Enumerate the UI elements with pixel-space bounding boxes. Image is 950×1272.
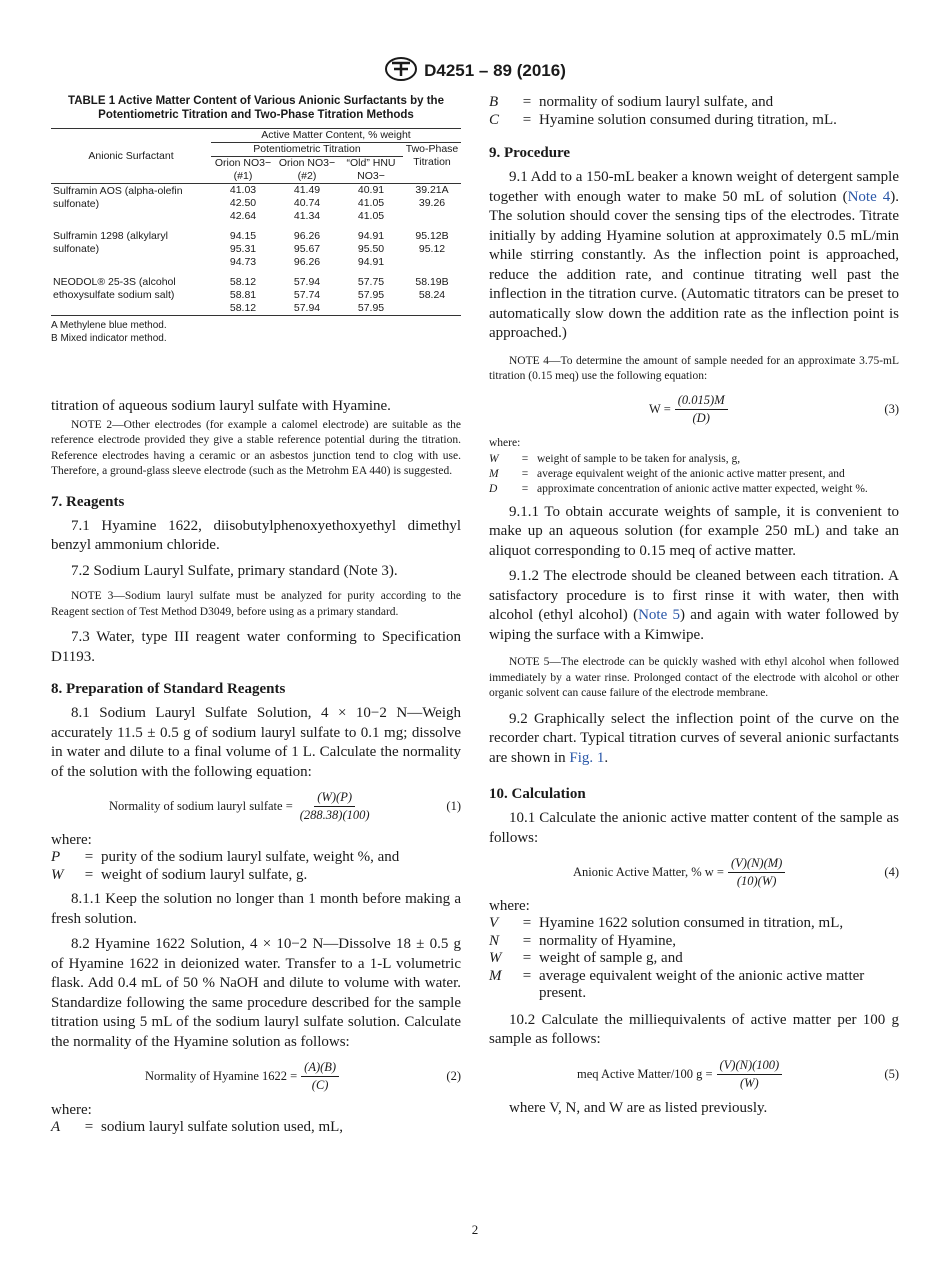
definition-equals: = — [522, 967, 532, 984]
col-orion-1: Orion NO3− (#1) — [211, 157, 275, 184]
definition-symbol: N — [489, 932, 500, 949]
definition-equals: = — [521, 467, 529, 480]
eq3-number: (3) — [884, 401, 899, 416]
two-phase-value: 58.19B — [415, 276, 449, 288]
orion1-value: 95.31 — [229, 243, 257, 255]
section-9-heading: 9. Procedure — [489, 145, 571, 161]
hnu-value: 57.95 — [357, 289, 385, 301]
definition-text: Hyamine 1622 solution consumed in titration, mL, — [539, 915, 844, 931]
table-row — [51, 184, 461, 198]
definition-text: approximate concentration of anionic active matter expected, weight %. — [537, 482, 868, 495]
eq1-lhs: Normality of sodium lauryl sulfate = — [109, 799, 293, 813]
definition-row — [489, 968, 899, 1003]
section-10-heading: 10. Calculation — [489, 786, 586, 802]
orion1-value: 94.73 — [229, 256, 257, 268]
table-row — [51, 223, 461, 243]
definition-row — [489, 467, 899, 482]
right-column — [489, 94, 899, 1118]
definition-equals: = — [84, 866, 94, 883]
two-phase-value: 95.12B — [415, 230, 449, 242]
two-phase-value — [403, 210, 461, 223]
para-9-1-1: 9.1.1 To obtain accurate weights of sample, it is convenient to make up an aqueous solution (for example 250 mL) and take an aliquot corresponding to 0.15 meq of active matter. — [489, 503, 899, 559]
col-orion-2: Orion NO3− (#2) — [275, 157, 339, 184]
eq1-denominator: (288.38)(100) — [299, 808, 370, 822]
hnu-value: 95.50 — [357, 243, 385, 255]
definition-text: normality of sodium lauryl sulfate, and — [539, 94, 774, 110]
two-phase-value: 39.26 — [418, 197, 446, 209]
section-8-heading: 8. Preparation of Standard Reagents — [51, 681, 286, 697]
para-10-1: 10.1 Calculate the anionic active matter content of the sample as follows: — [489, 810, 899, 846]
hnu-value: 57.75 — [357, 276, 385, 288]
surfactant-name: NEODOL® 25-3S (alcohol ethoxysulfate sodium salt) — [53, 276, 176, 301]
orion1-value: 42.50 — [229, 197, 257, 209]
table-body — [51, 184, 461, 316]
orion2-value: 41.34 — [293, 210, 321, 222]
eq3-fraction — [675, 393, 728, 426]
hnu-value: 57.95 — [357, 302, 385, 314]
active-matter-table — [51, 128, 461, 316]
col-potentiometric: Potentiometric Titration — [211, 143, 403, 157]
para-9-1: 9.1 Add to a 150-mL beaker a known weight of detergent sample together with enough water to make 50 mL of solution (Note 4). The solution should cover the sensing tips of the electrodes. Titrate initially by adding Hyamine solution at approximately 0.5 mL/min while stirring constantly. As the inflection point is approached, reduce the addition rate, and continue titrating well past the inflection in the titration curve. (Automatic titrators can be preset to automatically slow down the addition rate as the inflection point is approached.) — [489, 169, 899, 341]
definition-row — [489, 112, 899, 130]
definition-equals: = — [521, 452, 529, 465]
col-active-matter: Active Matter Content, % weight — [211, 129, 461, 143]
definition-row — [489, 933, 899, 951]
eq2-lhs: Normality of Hyamine 1622 = — [145, 1069, 298, 1083]
definition-symbol: D — [489, 482, 498, 495]
col-anionic-surfactant: Anionic Surfactant — [51, 129, 211, 184]
footnote-a: A Methylene blue method. — [51, 320, 167, 331]
definition-text: average equivalent weight of the anionic active matter present. — [539, 967, 865, 1001]
definition-symbol: V — [489, 915, 499, 931]
definition-row — [489, 94, 899, 112]
definition-text: normality of Hyamine, — [539, 932, 677, 949]
hnu-value: 94.91 — [357, 256, 385, 268]
equation-4 — [489, 856, 899, 889]
definition-row — [51, 849, 461, 867]
definition-symbol: W — [51, 866, 64, 883]
orion2-value: 57.94 — [293, 276, 321, 288]
eq4-number: (4) — [884, 865, 899, 879]
eq3-denominator: (D) — [692, 410, 710, 425]
definition-symbol: P — [51, 849, 61, 865]
para-7-2: 7.2 Sodium Lauryl Sulfate, primary standard (Note 3). — [71, 562, 398, 579]
definitions-2 — [51, 1119, 461, 1137]
definition-row — [489, 452, 899, 467]
hnu-value: 94.91 — [357, 230, 385, 242]
table-row — [51, 269, 461, 289]
orion1-value: 42.64 — [229, 210, 257, 222]
equation-1 — [51, 790, 461, 823]
definition-equals: = — [522, 932, 532, 949]
orion2-value: 96.26 — [293, 230, 321, 242]
reference-link[interactable]: Note 5 — [638, 607, 680, 623]
equation-5 — [489, 1058, 899, 1091]
col-two-phase: Two-Phase Titration — [403, 143, 461, 184]
note-4: NOTE 4—To determine the amount of sample needed for an approximate 3.75-mL titration (0.15 meq) use the following equation: — [489, 354, 899, 382]
definition-row — [51, 867, 461, 885]
definition-row — [489, 950, 899, 968]
page-number: 2 — [471, 1222, 479, 1237]
definition-row — [489, 915, 899, 933]
where-label-4: where: — [489, 898, 530, 914]
definition-text: sodium lauryl sulfate solution used, mL, — [101, 1119, 344, 1135]
note-5: NOTE 5—The electrode can be quickly washed with ethyl alcohol when followed immediately by a water rinse. Prolonged contact of the electrode with alcohol or other organic solvent can cause failure of the electrode membrane. — [489, 656, 899, 699]
eq2-denominator: (C) — [311, 1078, 329, 1092]
where-label-3: where: — [489, 436, 521, 449]
two-phase-value: 39.21A — [415, 184, 449, 196]
eq2-fraction — [301, 1060, 339, 1093]
orion2-value: 41.49 — [293, 184, 321, 196]
eq1-number: (1) — [446, 799, 461, 813]
hnu-value: 40.91 — [357, 184, 385, 196]
equation-3 — [489, 393, 899, 426]
col-old-hnu: “Old” HNU NO3− — [339, 157, 403, 184]
page-header — [0, 56, 950, 82]
equation-2 — [51, 1060, 461, 1093]
left-column — [51, 94, 461, 1137]
note-2: NOTE 2—Other electrodes (for example a calomel electrode) are suitable as the reference electrode provided they give a stable reference potential during the titration. Reference electrodes having a ceramic or an asbestos junction tend to clog with use. Therefore, a ground-glass sleeve electrode (such as the Metrohm EA 440) is suggested. — [51, 418, 461, 477]
definition-symbol: M — [489, 967, 502, 984]
definition-equals: = — [522, 111, 532, 128]
eq2-numerator: (A)(B) — [301, 1060, 339, 1077]
continued-text: titration of aqueous sodium lauryl sulfate with Hyamine. — [51, 398, 391, 414]
hnu-value: 41.05 — [357, 197, 385, 209]
eq5-denominator: (W) — [739, 1075, 759, 1090]
note-3: NOTE 3—Sodium lauryl sulfate must be analyzed for purity according to the Reagent section of Test Method D3049, before using as a primary standard. — [51, 590, 461, 618]
para-8-2: 8.2 Hyamine 1622 Solution, 4 × 10−2 N—Dissolve 18 ± 0.5 g of Hyamine 1622 in deionized water. Transfer to a 1-L volumetric flask. Add 0.4 mL of 50 % NaOH and dilute to volume with water. Standardize following the same procedure described for the sample titration using 5 mL of the sodium lauryl sulfate solution. Calculate the normality of the Hyamine solution as follows: — [51, 936, 461, 1050]
orion1-value: 41.03 — [229, 184, 257, 196]
definitions-2b — [489, 94, 899, 129]
para-10-2-end: where V, N, and W are as listed previously. — [509, 1099, 768, 1116]
eq4-numerator: (V)(N)(M) — [728, 856, 785, 873]
definition-row — [489, 482, 899, 497]
reference-link[interactable]: Note 4 — [847, 188, 891, 205]
definition-symbol: W — [489, 452, 499, 465]
para-9-2: 9.2 Graphically select the inflection point of the curve on the recorder chart. Typical titration curves of several anionic surfactants are shown in Fig. 1. — [489, 710, 899, 766]
eq2-number: (2) — [446, 1069, 461, 1083]
section-7-heading: 7. Reagents — [51, 493, 125, 510]
eq3-numerator: (0.015)M — [675, 393, 728, 410]
orion2-value: 57.94 — [293, 302, 321, 314]
where-label-2: where: — [51, 1102, 92, 1118]
eq4-fraction — [728, 856, 785, 889]
where-label: where: — [51, 832, 92, 848]
definition-symbol: W — [489, 950, 502, 966]
surfactant-name: Sulframin AOS (alpha-olefin sulfonate) — [53, 185, 183, 210]
orion2-value: 95.67 — [293, 243, 321, 255]
definition-row — [51, 1119, 461, 1137]
definition-text: weight of sample to be taken for analysis, g, — [537, 452, 741, 465]
definition-text: weight of sodium lauryl sulfate, g. — [101, 866, 308, 883]
eq3-lhs: W = — [649, 401, 671, 416]
para-7-3: 7.3 Water, type III reagent water conforming to Specification D1193. — [51, 629, 461, 665]
orion1-value: 58.12 — [229, 276, 257, 288]
hnu-value: 41.05 — [357, 210, 385, 222]
definition-equals: = — [84, 849, 94, 865]
definitions-4 — [489, 915, 899, 1003]
two-phase-value: 58.24 — [418, 289, 446, 301]
para-10-2: 10.2 Calculate the milliequivalents of active matter per 100 g sample as follows: — [489, 1011, 899, 1047]
eq5-lhs: meq Active Matter/100 g = — [577, 1066, 713, 1081]
eq4-denominator: (10)(W) — [736, 874, 777, 888]
orion1-value: 58.81 — [229, 289, 257, 301]
definition-text: average equivalent weight of the anionic active matter present, and — [537, 467, 845, 480]
table-caption: TABLE 1 Active Matter Content of Various Anionic Surfactants by the Potentiometric Titration and Two-Phase Titration Methods — [68, 95, 444, 121]
two-phase-value — [403, 256, 461, 269]
eq5-number: (5) — [884, 1066, 899, 1081]
para-7-1: 7.1 Hyamine 1622, diisobutylphenoxyethoxyethyl dimethyl benzyl ammonium chloride. — [51, 517, 461, 553]
document-designation: D4251 – 89 (2016) — [424, 61, 566, 80]
para-9-1-2: 9.1.2 The electrode should be cleaned between each titration. A satisfactory procedure is to first rinse it with water, then with alcohol (ethyl alcohol) (Note 5) and again with water followed by wiping the surface with a Kimwipe. — [489, 568, 899, 643]
orion1-value: 94.15 — [229, 230, 257, 242]
definition-equals: = — [522, 915, 532, 931]
astm-logo-icon — [384, 56, 418, 82]
eq5-fraction — [717, 1058, 783, 1091]
orion2-value: 57.74 — [293, 289, 321, 301]
definitions-3 — [489, 452, 899, 497]
definition-symbol: A — [51, 1119, 61, 1135]
orion1-value: 58.12 — [229, 302, 257, 314]
definition-symbol: C — [489, 111, 500, 128]
definition-text: Hyamine solution consumed during titration, mL. — [539, 111, 837, 128]
definition-text: purity of the sodium lauryl sulfate, weight %, and — [101, 849, 400, 865]
reference-link[interactable]: Fig. 1 — [569, 749, 605, 766]
eq1-fraction — [297, 790, 373, 823]
footnote-b: B Mixed indicator method. — [51, 333, 167, 344]
eq4-lhs: Anionic Active Matter, % w = — [573, 865, 724, 879]
para-8-1-1: 8.1.1 Keep the solution no longer than 1 month before making a fresh solution. — [51, 891, 461, 927]
eq1-numerator: (W)(P) — [314, 790, 355, 807]
definition-equals: = — [522, 950, 532, 966]
definition-equals: = — [521, 482, 529, 495]
orion2-value: 96.26 — [293, 256, 321, 268]
para-8-1: 8.1 Sodium Lauryl Sulfate Solution, 4 × 10−2 N—Weigh accurately 11.5 ± 0.5 g of sodium lauryl sulfate to 0.1 mg; dissolve in water and dilute to a final volume of 1 L. Calculate the normality of the solution with the following equation: — [51, 705, 461, 780]
definition-symbol: B — [489, 94, 499, 110]
orion2-value: 40.74 — [293, 197, 321, 209]
definition-equals: = — [84, 1119, 94, 1135]
definitions-1 — [51, 849, 461, 884]
two-phase-value — [403, 302, 461, 316]
surfactant-name: Sulframin 1298 (alkylaryl sulfonate) — [53, 230, 168, 255]
definition-symbol: M — [489, 467, 499, 480]
definition-text: weight of sample g, and — [539, 950, 683, 966]
definition-equals: = — [522, 94, 532, 110]
eq5-numerator: (V)(N)(100) — [717, 1058, 783, 1075]
two-phase-value: 95.12 — [418, 243, 446, 255]
